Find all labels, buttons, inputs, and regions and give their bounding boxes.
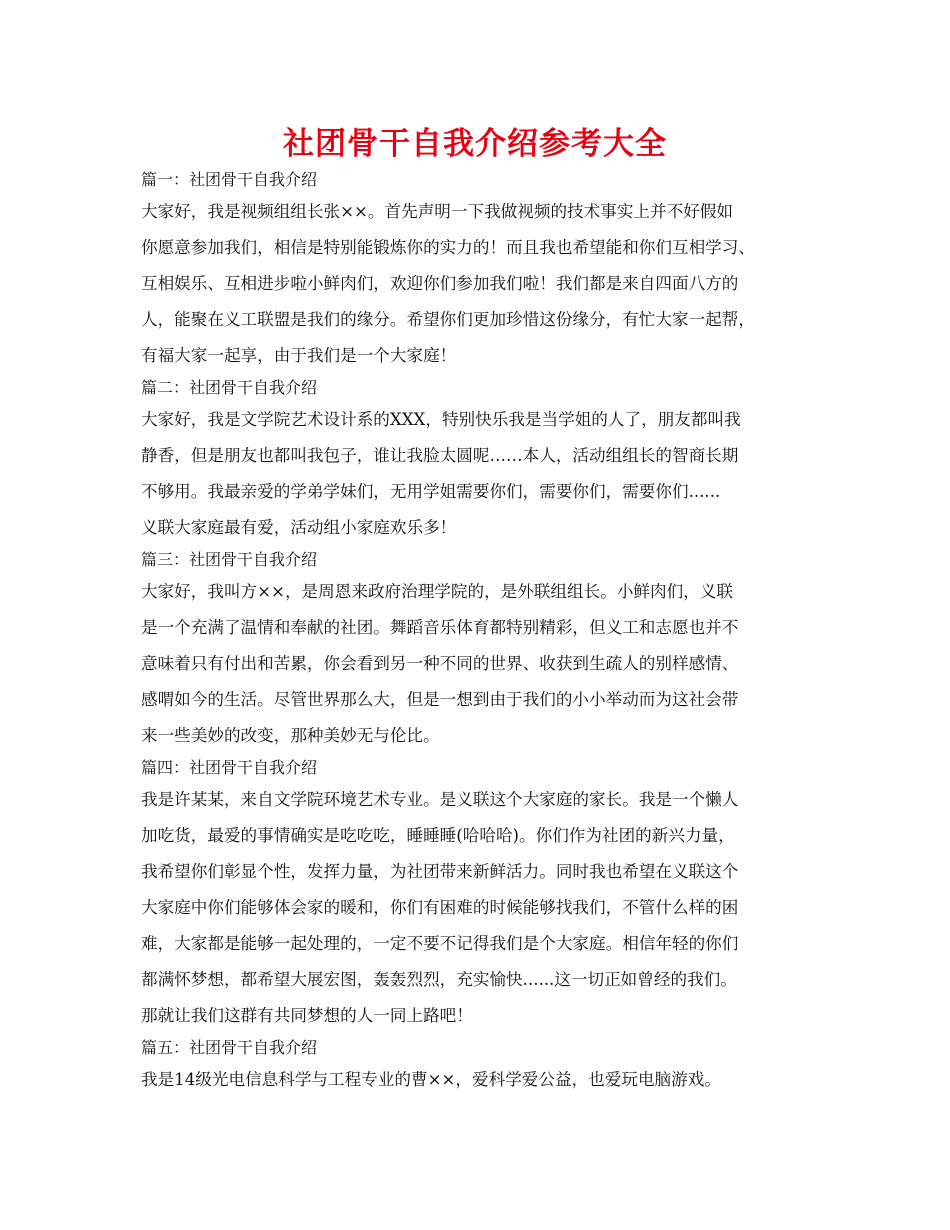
section-heading: 篇四：社团骨干自我介绍 [141,758,318,777]
paragraph-line: 来一些美妙的改变，那种美妙无与伦比。 [141,726,440,745]
section [141,546,821,754]
section-heading: 篇一：社团骨干自我介绍 [141,170,318,189]
paragraph-line: 我希望你们彰显个性，发挥力量，为社团带来新鲜活力。同时我也希望在义联这个 [141,862,739,881]
section-heading: 篇二：社团骨干自我介绍 [141,378,318,397]
section [141,754,821,1034]
section-heading: 篇五：社团骨干自我介绍 [141,1038,318,1057]
section [141,1034,821,1098]
paragraph-line: 大家好，我是视频组组长张××。首先声明一下我做视频的技术事实上并不好假如 [141,202,733,221]
paragraph-line: 都满怀梦想，都希望大展宏图，轰轰烈烈，充实愉快......这一切正如曾经的我们。 [141,970,737,989]
paragraph-line: 加吃货，最爱的事情确实是吃吃吃，睡睡睡(哈哈哈)。你们作为社团的新兴力量， [141,826,735,845]
paragraph-line: 人，能聚在义工联盟是我们的缘分。希望你们更加珍惜这份缘分，有忙大家一起帮， [141,310,755,329]
paragraph-line: 你愿意参加我们，相信是特别能锻炼你的实力的！而且我也希望能和你们互相学习、 [141,238,755,257]
paragraph-line: 难，大家都是能够一起处理的，一定不要不记得我们是个大家庭。相信年轻的你们 [141,934,739,953]
section-paragraph [141,402,821,546]
document-title: 社团骨干自我介绍参考大全 [283,126,667,162]
paragraph-line: 意味着只有付出和苦累，你会看到另一种不同的世界、收获到生疏人的别样感情、 [141,654,739,673]
paragraph-line: 那就让我们这群有共同梦想的人一同上路吧！ [141,1006,473,1025]
paragraph-line: 静香，但是朋友也都叫我包子，谁让我脸太圆呢……本人，活动组组长的智商长期 [141,446,739,465]
section-heading: 篇三：社团骨干自我介绍 [141,550,318,569]
paragraph-line: 不够用。我最亲爱的学弟学妹们，无用学姐需要你们，需要你们，需要你们...... [141,482,721,501]
section-paragraph [141,782,821,1034]
paragraph-line: 我是14级光电信息科学与工程专业的曹××，爱科学爱公益，也爱玩电脑游戏。 [141,1070,721,1089]
paragraph-line: 大家庭中你们能够体会家的暖和，你们有困难的时候能够找我们，不管什么样的困 [141,898,739,917]
paragraph-line: 义联大家庭最有爱，活动组小家庭欢乐多！ [141,518,457,537]
paragraph-line: 有福大家一起享，由于我们是一个大家庭！ [141,346,457,365]
section [141,374,821,546]
paragraph-line: 大家好，我叫方××，是周恩来政府治理学院的，是外联组组长。小鲜肉们，义联 [141,582,733,601]
paragraph-line: 大家好，我是文学院艺术设计系的XXX，特别快乐我是当学姐的人了，朋友都叫我 [141,410,741,429]
paragraph-line: 是一个充满了温情和奉献的社团。舞蹈音乐体育都特别精彩，但义工和志愿也并不 [141,618,739,637]
section-paragraph [141,1062,821,1098]
paragraph-line: 互相娱乐、互相进步啦小鲜肉们，欢迎你们参加我们啦！我们都是来自四面八方的 [141,274,739,293]
section-paragraph [141,194,821,374]
section-paragraph [141,574,821,754]
paragraph-line: 我是许某某，来自文学院环境艺术专业。是义联这个大家庭的家长。我是一个懒人 [141,790,739,809]
document-body [141,166,821,1098]
paragraph-line: 感喟如今的生活。尽管世界那么大，但是一想到由于我们的小小举动而为这社会带 [141,690,739,709]
section [141,166,821,374]
